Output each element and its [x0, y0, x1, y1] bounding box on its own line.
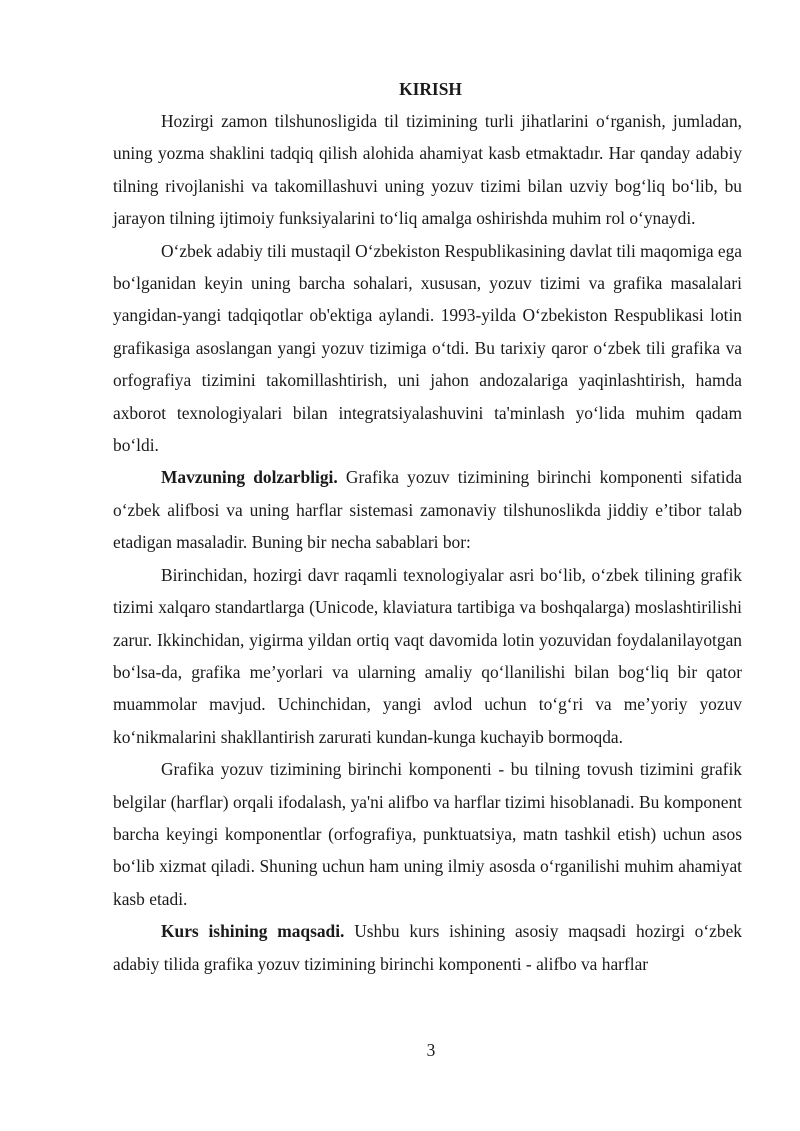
paragraph-4-text: Birinchidan, hozirgi davr raqamli texnologiyalar asri bo‘lib, o‘zbek tilining grafik tizimi xalqaro standartlarga (Unicode, klaviatura tartibiga va boshqalarga) moslashtirilishi zarur. Ikkinchidan, yigirma yildan ortiq vaqt davomida lotin yozuvidan foydalanilayotgan bo‘lsa-da, grafika me’yorlari va ularning amaliy qo‘llanilishi bilan bog‘liq bir qator muammolar mavjud. Uchinchidan, yangi avlod uchun to‘g‘ri va me’yoriy yozuv ko‘nikmalarini shakllantirish zarurati kundan-kunga kuchayib bormoqda. — [113, 564, 742, 747]
paragraph-1-text: Hozirgi zamon tilshunosligida til tizimining turli jihatlarini o‘rganish, jumladan, uning yozma shaklini tadqiq qilish alohida ahamiyat kasb etmaktadır. Har qanday adabiy tilning rivojlanishi va takomillashuvi uning yozuv tizimi bilan uzviy bog‘liq bo‘lib, bu jarayon tilning ijtimoiy funksiyalarini to‘liq amalga oshirishda muhim rol o‘ynaydi. — [113, 111, 742, 229]
paragraph-2 — [113, 235, 742, 462]
paragraph-3-text: Grafika yozuv tizimining birinchi komponenti sifatida o‘zbek alifbosi va uning harflar sistemasi zamonaviy tilshunoslikda jiddiy e’tibor talab etadigan masaladir. Buning bir necha sabablari bor: — [113, 467, 742, 553]
paragraph-6-lead: Kurs ishining maqsadi. — [161, 921, 345, 942]
paragraph-5-text: Grafika yozuv tizimining birinchi komponenti - bu tilning tovush tizimini grafik belgilar (harflar) orqali ifodalash, ya'ni alifbo va harflar tizimi hisoblanadi. Bu komponent barcha keyingi komponentlar (orfografiya, punktuatsiya, matn tashkil etish) uchun asos bo‘lib xizmat qiladi. Shuning uchun ham uning ilmiy asosda o‘rganilishi muhim ahamiyat kasb etadi. — [113, 759, 742, 909]
paragraph-6-text: Ushbu kurs ishining asosiy maqsadi hozirgi o‘zbek adabiy tilida grafika yozuv tizimining birinchi komponenti - alifbo va harflar — [113, 921, 742, 974]
paragraph-2-text: O‘zbek adabiy tili mustaqil O‘zbekiston Respublikasining davlat tili maqomiga ega bo‘lganidan keyin uning barcha sohalari, xususan, yozuv tizimi va grafika masalalari yangidan-yangi tadqiqotlar ob'ektiga aylandi. 1993-yilda O‘zbekiston Respublikasi lotin grafikasiga asoslangan yangi yozuv tizimiga o‘tdi. Bu tarixiy qaror o‘zbek tili grafika va orfografiya tizimini takomillashtirish, uni jahon andozalariga yaqinlashtirish, hamda axborot texnologiyalari bilan integratsiyalashuvini ta'minlash yo‘lida muhim qadam bo‘ldi. — [113, 240, 743, 456]
paragraph-5 — [113, 753, 742, 915]
paragraph-1 — [113, 105, 742, 235]
paragraph-3 — [113, 461, 742, 558]
paragraph-3-lead: Mavzuning dolzarbligi. — [161, 467, 338, 488]
document-page — [113, 73, 742, 980]
section-heading: KIRISH — [399, 79, 462, 99]
paragraph-6 — [113, 915, 742, 980]
paragraph-4 — [113, 559, 742, 753]
page-number: 3 — [426, 1040, 436, 1060]
